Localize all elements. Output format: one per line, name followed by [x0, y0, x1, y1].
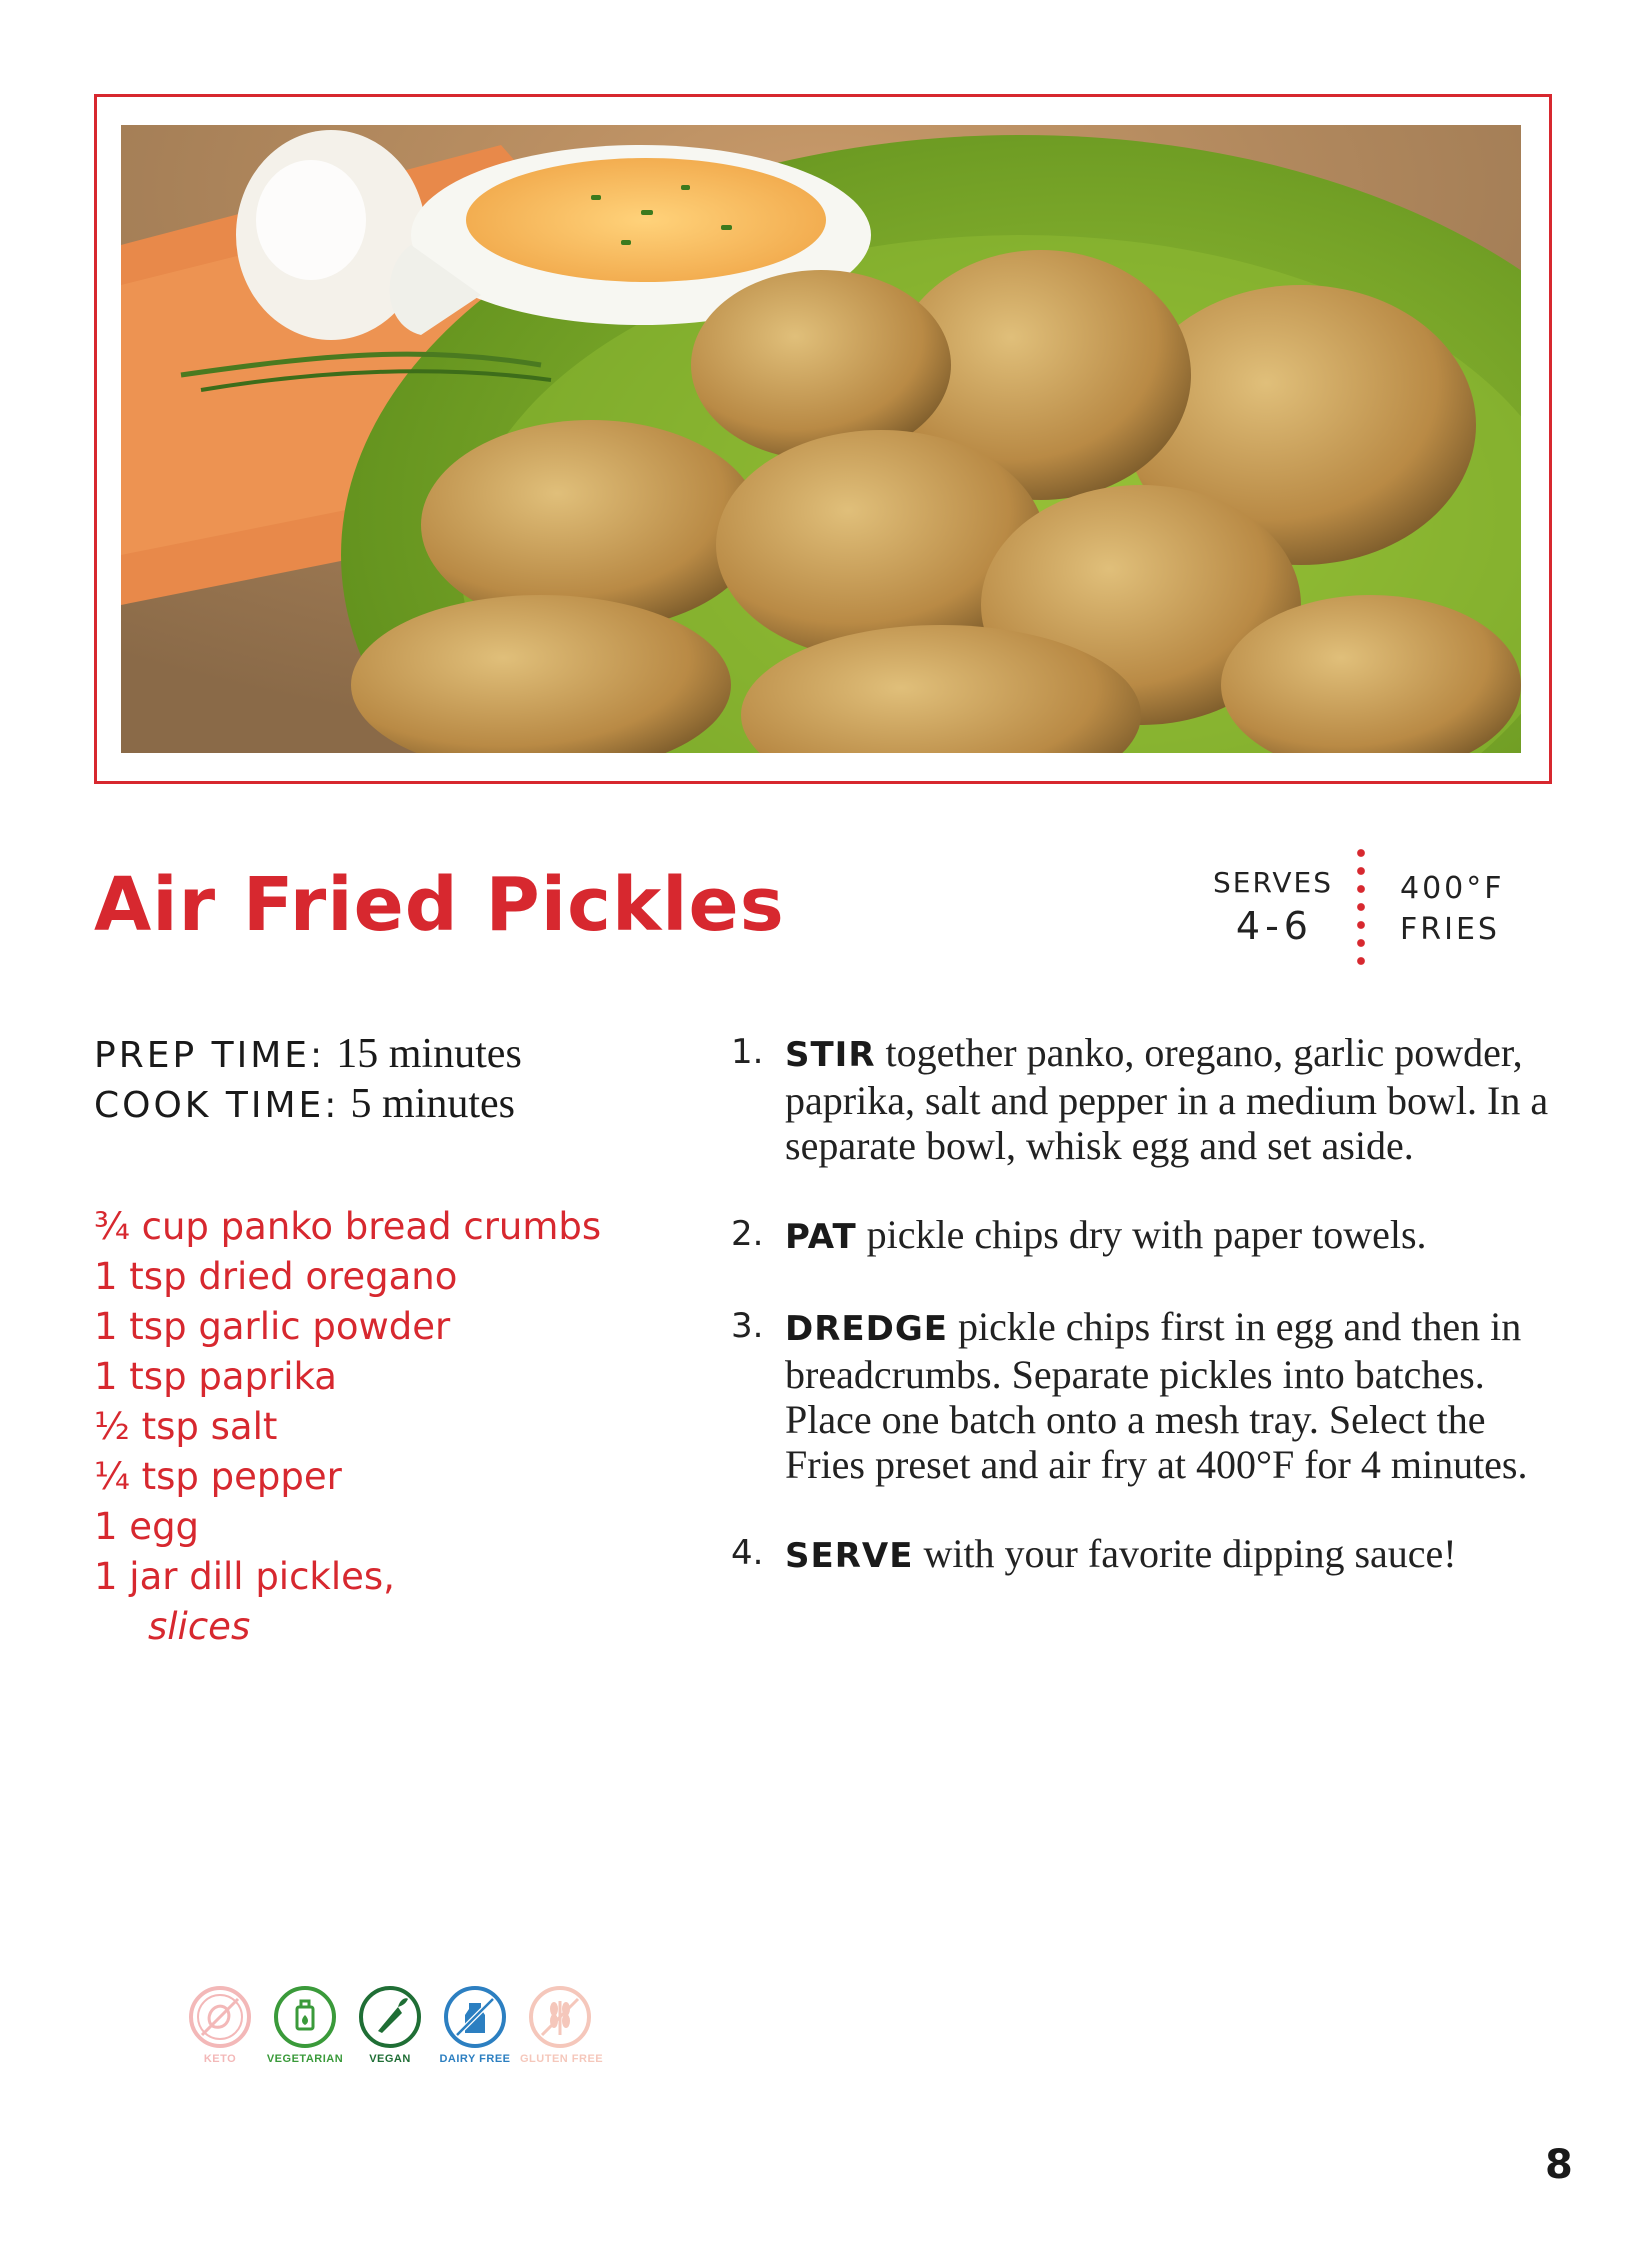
step-text: together panko, oregano, garlic powder, paprika, salt and pepper in a medium bowl. In a separate bowl, whisk egg and set aside.	[785, 1030, 1549, 1168]
diet-badge-vegetarian	[265, 1985, 345, 2065]
step-number: 2.	[731, 1214, 764, 1254]
cook-time	[94, 1080, 515, 1128]
step-verb: DREDGE	[785, 1309, 948, 1349]
step-verb: PAT	[785, 1217, 857, 1257]
diet-badge-label: GLUTEN FREE	[520, 2053, 604, 2065]
step-item	[731, 1531, 1571, 1579]
serves-value: 4-6	[1235, 904, 1313, 948]
diet-badge-label: KETO	[203, 2053, 237, 2065]
ingredient-item: 1 tsp paprika	[94, 1355, 337, 1398]
cook-time-label: COOK TIME:	[94, 1085, 340, 1126]
dotted-divider	[1357, 844, 1365, 972]
gluten-free-icon	[528, 1985, 592, 2049]
diet-badge-label: VEGETARIAN	[266, 2053, 344, 2065]
ingredient-item: 1 egg	[94, 1505, 200, 1548]
ingredient-item: 1 tsp garlic powder	[94, 1305, 451, 1348]
ingredient-item: 1 tsp dried oregano	[94, 1255, 458, 1298]
step-number: 4.	[731, 1533, 764, 1573]
vegan-icon	[358, 1985, 422, 2049]
ingredient-note: slices	[148, 1605, 251, 1648]
diet-badge-label: VEGAN	[369, 2053, 411, 2065]
temperature-value: 400°F	[1400, 871, 1505, 906]
ingredient-item: ¼ tsp pepper	[94, 1455, 342, 1498]
prep-time	[94, 1030, 522, 1078]
ingredient-item: 1 jar dill pickles,	[94, 1555, 395, 1598]
dairy-free-icon	[443, 1985, 507, 2049]
step-verb: STIR	[785, 1035, 876, 1075]
step-item	[731, 1030, 1571, 1168]
step-text: pickle chips dry with paper towels.	[856, 1212, 1427, 1257]
prep-time-value: 15 minutes	[336, 1031, 522, 1077]
ingredient-item: ¾ cup panko bread crumbs	[94, 1205, 602, 1248]
vegetarian-icon	[273, 1985, 337, 2049]
recipe-photo	[121, 125, 1521, 753]
diet-badge-label: DAIRY FREE	[439, 2053, 511, 2065]
diet-badge-gluten-free	[520, 1985, 604, 2065]
step-text: with your favorite dipping sauce!	[913, 1531, 1457, 1576]
recipe-title: Air Fried Pickles	[94, 862, 785, 948]
prep-time-label: PREP TIME:	[94, 1035, 326, 1076]
ingredient-list	[94, 1202, 601, 1652]
page-number: 8	[1545, 2142, 1573, 2188]
step-verb: SERVE	[785, 1536, 914, 1576]
cook-time-value: 5 minutes	[350, 1081, 516, 1127]
step-item	[731, 1212, 1571, 1260]
diet-badge-keto	[180, 1985, 260, 2065]
preset-label: FRIES	[1400, 912, 1500, 947]
instruction-steps	[731, 1030, 1571, 1623]
serves-label: SERVES	[1212, 866, 1333, 899]
step-text: pickle chips first in egg and then in breadcrumbs. Separate pickles into batches. Place one batch onto a mesh tray. Select the Fries preset and air fry at 400°F for 4 minutes.	[785, 1304, 1528, 1487]
step-item	[731, 1304, 1571, 1487]
diet-badge-vegan	[350, 1985, 430, 2065]
step-number: 1.	[731, 1032, 764, 1072]
keto-icon	[188, 1985, 252, 2049]
diet-badge-dairy-free	[435, 1985, 515, 2065]
ingredient-item: ½ tsp salt	[94, 1405, 278, 1448]
diet-badges	[180, 1985, 604, 2065]
step-number: 3.	[731, 1306, 764, 1346]
